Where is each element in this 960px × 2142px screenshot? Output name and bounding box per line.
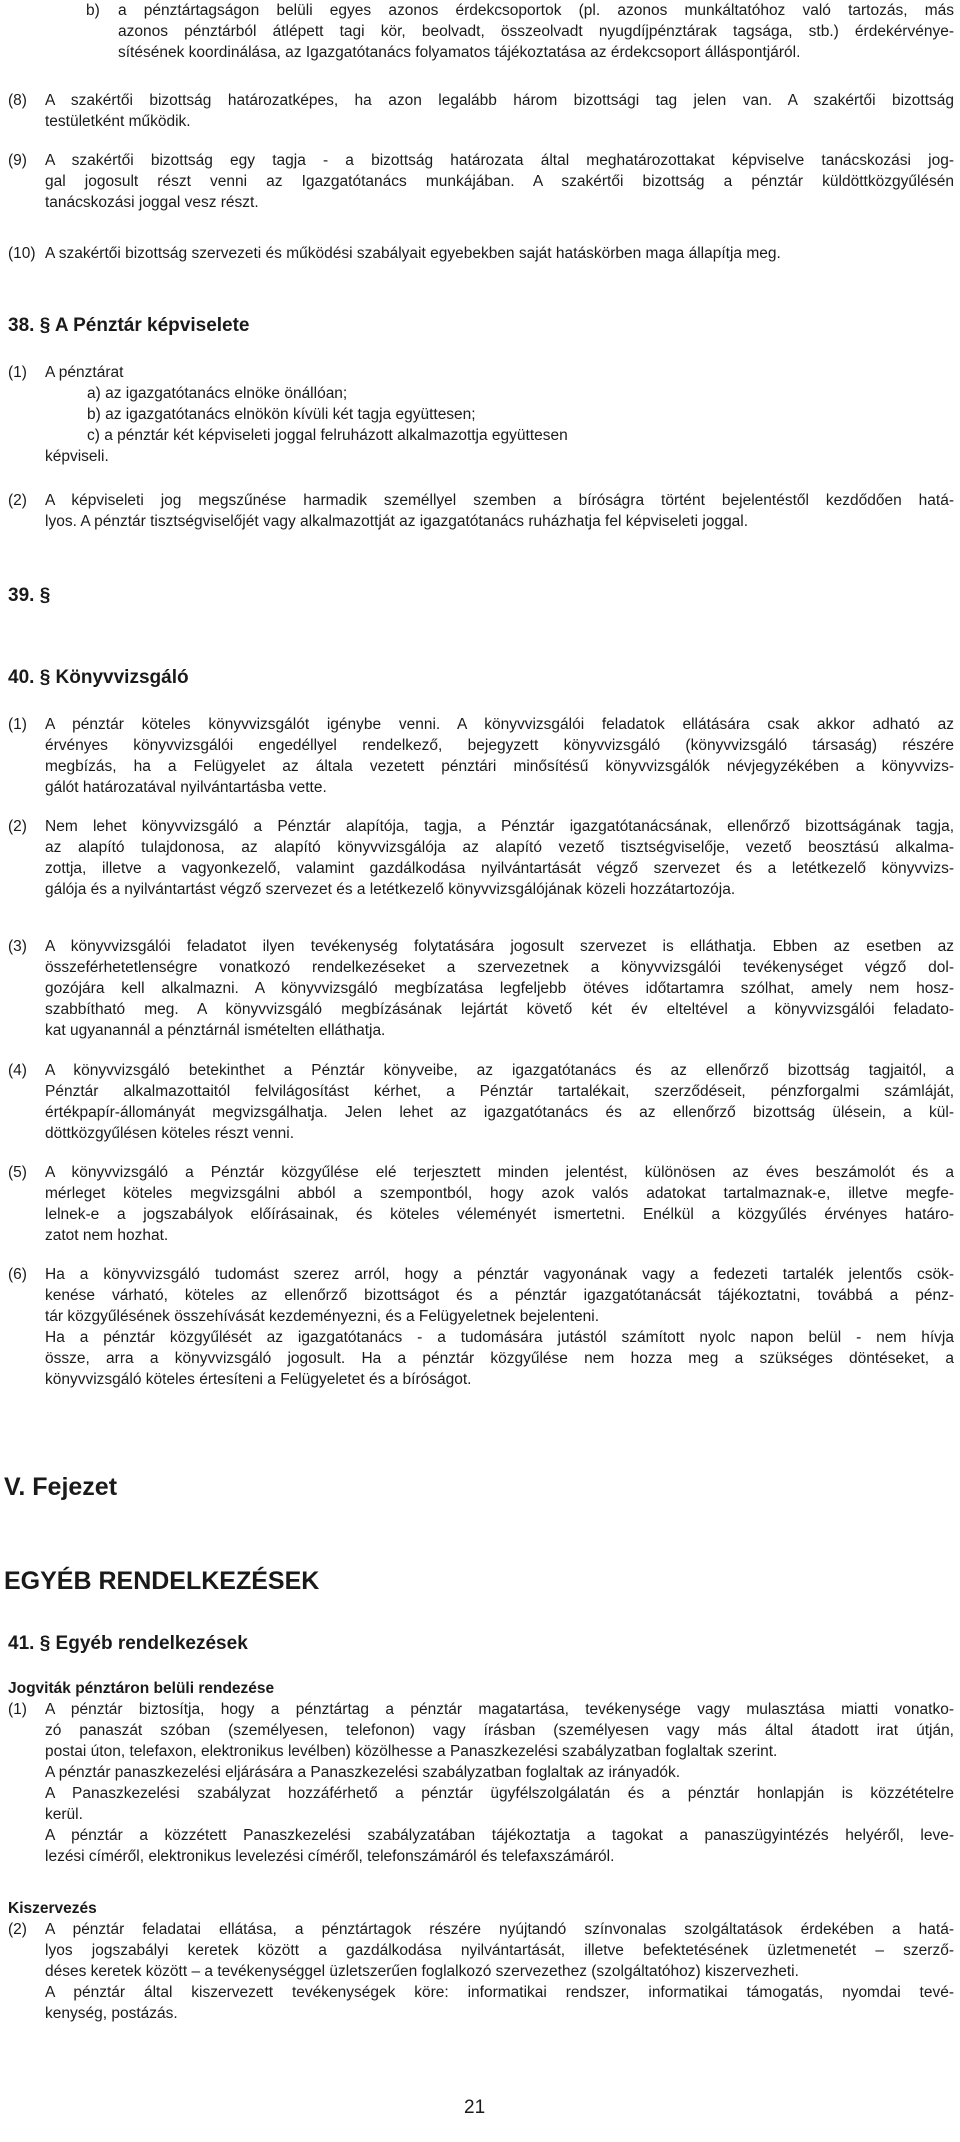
text-line: zottja, illetve a vagyonkezelő, valamint gazdálkodása nyilvántartását végző szervezet és a letétkezelő könyvvizs- <box>45 860 954 877</box>
text-line: döttközgyűlésen köteles részt venni. <box>45 1125 294 1142</box>
section-40-paragraph-1 <box>45 714 954 798</box>
paragraph-9 <box>45 150 954 213</box>
section-38-paragraph-1 <box>45 362 954 467</box>
text-line: A pénztár a közzétett Panaszkezelési szabályzatában tájékoztatja a tagokat a panaszügyintézés helyéről, leve- <box>45 1827 954 1844</box>
text-line: könyvvizsgáló köteles értesíteni a Felügyeletet és a bíróságot. <box>45 1371 472 1388</box>
paragraph-number: (3) <box>8 938 27 955</box>
item-b-text <box>118 0 954 63</box>
paragraph-number: (9) <box>8 152 27 169</box>
text-line: tár közgyűlésének összehívását kezdeményezni, és a Felügyeletnek bejelenteni. <box>45 1308 600 1325</box>
text-line: postai úton, telefaxon, elektronikus levélben) közölhesse a Panaszkezelési szabályzatban foglaltak szerint. <box>45 1743 778 1760</box>
text-line: az alapító tulajdonosa, az alapító könyvvizsgálója az alapító vezető tisztségviselője, vezető beosztású alkalma- <box>45 839 954 856</box>
paragraph-number: (4) <box>8 1062 27 1079</box>
list-item: a) az igazgatótanács elnöke önállóan; <box>87 385 348 402</box>
text-line: testületként működik. <box>45 113 191 130</box>
text-line: A Panaszkezelési szabályzat hozzáférhető a pénztár ügyfélszolgálatán és a pénztár honlapján is közzétételre <box>45 1785 954 1802</box>
text-line: összeférhetetlenségre vonatkozó rendelkezéseket a szervezetnek a könyvvizsgálói tevékenységet végző dol- <box>45 959 954 976</box>
text-line: A pénztár biztosítja, hogy a pénztártag a pénztár magatartása, tevékenysége vagy mulasztása miatti vonatko- <box>45 1701 954 1718</box>
paragraph-number: (2) <box>8 492 27 509</box>
text-line: lelnek-e a jogszabályok előírásainak, és köteles véleményét ismertetni. Enélkül a közgyűlés érvényes határo- <box>45 1206 954 1223</box>
text-line: tanácskozási joggal vesz részt. <box>45 194 259 211</box>
paragraph-number: (1) <box>8 716 27 733</box>
chapter-title: V. Fejezet <box>4 1473 118 1501</box>
text-line: értékpapír-állományát megvizsgálhatja. Jelen lehet az igazgatótanács és az ellenőrző bizottság ülésein, a kül- <box>45 1104 954 1121</box>
section-40-paragraph-3 <box>45 936 954 1041</box>
text-line: kenése várható, köteles az ellenőrző bizottságot és a pénztár igazgatótanácsát tájékoztatni, továbbá a pénz- <box>45 1287 954 1304</box>
text-line: A képviseleti jog megszűnése harmadik személlyel szemben a bíróságra történt bejelentéstől kezdődően hatá- <box>45 492 954 509</box>
text-line: lyos jogszabályi keretek között a gazdálkodása nyilvántartását, illetve befektetésének üzletmenetét – szerző- <box>45 1942 954 1959</box>
section-41-paragraph-2 <box>45 1919 954 2024</box>
list-item: b) az igazgatótanács elnökön kívüli két tagja együttesen; <box>87 406 476 423</box>
text-line: A könyvvizsgálói feladatot ilyen tevékenység folytatására jogosult szervezet is elláthatja. Ebben az esetben az <box>45 938 954 955</box>
section-heading-41: 41. § Egyéb rendelkezések <box>8 1633 248 1654</box>
paragraph-number: (5) <box>8 1164 27 1181</box>
subheading-outsourcing: Kiszervezés <box>8 1900 97 1917</box>
text-line: A pénztár feladatai ellátása, a pénztártagok részére nyújtandó színvonalas szolgáltatások érdekében a hatá- <box>45 1921 954 1938</box>
section-heading-39: 39. § <box>8 585 51 606</box>
text-line: Nem lehet könyvvizsgáló a Pénztár alapítója, tagja, a Pénztár igazgatótanácsának, ellenőrző bizottságának tagja, <box>45 818 954 835</box>
page-number: 21 <box>464 2097 486 2118</box>
text-line: megbízás, ha a Felügyelet az általa vezetett pénztári minősítésű könyvvizsgálók névjegyzékében a könyvvizs- <box>45 758 954 775</box>
paragraph-number: (2) <box>8 1921 27 1938</box>
text-line: Ha a könyvvizsgáló tudomást szerez arról, hogy a pénztár vagyonának vagy a fedezeti tartalék jelentős csök- <box>45 1266 954 1283</box>
text-line: Ha a pénztár közgyűlését az igazgatótanács - a tudomására jutástól számított nyolc napon belül - nem hívja <box>45 1329 954 1346</box>
text-line: zatot nem hozhat. <box>45 1227 169 1244</box>
section-heading-38: 38. § A Pénztár képviselete <box>8 315 250 336</box>
paragraph-number: (1) <box>8 1701 27 1718</box>
paragraph-number: (6) <box>8 1266 27 1283</box>
text-line: gozójára kell alkalmazni. A könyvvizsgáló megbízatása legfeljebb ötéves időtartamra szólhat, amely nem hosz- <box>45 980 954 997</box>
text-line: azonos pénztárból átlépett tagi kör, beolvadt, összeolvadt nyugdíjpénztárak tagsága, stb.) érdekérvénye- <box>118 23 954 40</box>
text-line: gálója és a nyilvántartást végző szervezet és a letétkezelő könyvvizsgálójának közeli hozzátartozója. <box>45 881 736 898</box>
text-line: A pénztár panaszkezelési eljárására a Panaszkezelési szabályzatban foglaltak az irányadók. <box>45 1764 681 1781</box>
text-line: A szakértői bizottság határozatképes, ha azon legalább három bizottsági tag jelen van. A szakértői bizottság <box>45 92 954 109</box>
text-line: érvényes könyvvizsgálói engedéllyel rendelkező, bejegyzett könyvvizsgáló (könyvvizsgáló társaság) részére <box>45 737 954 754</box>
text-line: A pénztár által kiszervezett tevékenységek köre: informatikai rendszer, informatikai támogatás, nyomdai tevé- <box>45 1984 954 2001</box>
text-line: kat ugyanannál a pénztárnál ismételten elláthatja. <box>45 1022 386 1039</box>
text-line: képviseli. <box>45 448 109 465</box>
item-marker: b) <box>86 2 100 19</box>
text-line: lezési címéről, elektronikus levelezési címéről, telefonszámáról és telefaxszámáról. <box>45 1848 615 1865</box>
text-line: A könyvvizsgáló betekinthet a Pénztár könyveibe, az igazgatótanács és az ellenőrző bizottság tagjaitól, a <box>45 1062 954 1079</box>
text-line: mérleget köteles megvizsgálni abból a szempontból, hogy azok valós adatokat tartalmaznak-e, illetve megfe- <box>45 1185 954 1202</box>
text-line: A szakértői bizottság egy tagja - a bizottság határozata által meghatározottakat képviselve tanácskozási jog- <box>45 152 954 169</box>
paragraph-number: (1) <box>8 364 27 381</box>
paragraph-number: (10) <box>8 245 36 262</box>
text-line: sítésének koordinálása, az Igazgatótanács folyamatos tájékoztatása az érdekcsoport álláspontjáról. <box>118 44 801 61</box>
section-40-paragraph-2 <box>45 816 954 900</box>
text-line: A pénztár köteles könyvvizsgálót igénybe venni. A könyvvizsgálói feladatok ellátására csak akkor adható az <box>45 716 954 733</box>
chapter-subtitle: EGYÉB RENDELKEZÉSEK <box>4 1567 320 1595</box>
section-heading-40: 40. § Könyvvizsgáló <box>8 667 189 688</box>
text-line: össze, arra a könyvvizsgáló jogosult. Ha a pénztár közgyűlése nem hozza meg a szükséges döntéseket, a <box>45 1350 954 1367</box>
text-line: a pénztártagságon belüli egyes azonos érdekcsoportok (pl. azonos munkáltatóhoz való tartozás, más <box>118 2 954 19</box>
text-line: A könyvvizsgáló a Pénztár közgyűlése elé terjesztett minden jelentést, különösen az éves beszámolót és a <box>45 1164 954 1181</box>
text-line: szabbítható meg. A könyvvizsgáló megbízásának lejártát követő két év elteltével a könyvvizsgálói feladato- <box>45 1001 954 1018</box>
section-40-paragraph-4 <box>45 1060 954 1144</box>
text-line: Pénztár alkalmazottaitól felvilágosítást kérhet, a Pénztár tartalékait, szerződéseit, pénzforgalmi számláját, <box>45 1083 954 1100</box>
text-line: gálót határozatával nyilvántartásba vette. <box>45 779 327 796</box>
text-line: kerül. <box>45 1806 83 1823</box>
section-40-paragraph-6 <box>45 1264 954 1390</box>
list-item: c) a pénztár két képviseleti joggal felruházott alkalmazottja együttesen <box>87 427 568 444</box>
paragraph-number: (8) <box>8 92 27 109</box>
text-line: lyos. A pénztár tisztségviselőjét vagy alkalmazottját az igazgatótanács ruházhatja fel képviseleti joggal. <box>45 513 749 530</box>
text-line: déses keretek között – a tevékenységgel üzletszerűen foglalkozó szervezethez (szolgáltatóhoz) kiszervezheti. <box>45 1963 799 1980</box>
text-line: A pénztárat <box>45 364 124 381</box>
section-41-paragraph-1 <box>45 1699 954 1867</box>
paragraph-8 <box>45 90 954 132</box>
paragraph-number: (2) <box>8 818 27 835</box>
text-line: gal jogosult részt venni az Igazgatótanács munkájában. A szakértői bizottság a pénztár küldöttközgyűlésén <box>45 173 954 190</box>
text-line: kenység, postázás. <box>45 2005 178 2022</box>
subheading-disputes: Jogviták pénztáron belüli rendezése <box>8 1680 275 1697</box>
text-line: A szakértői bizottság szervezeti és működési szabályait egyebekben saját hatáskörben maga állapítja meg. <box>45 245 781 262</box>
section-40-paragraph-5 <box>45 1162 954 1246</box>
paragraph-10 <box>45 243 954 264</box>
section-38-paragraph-2 <box>45 490 954 532</box>
text-line: zó panaszát szóban (személyesen, telefonon) vagy írásban (személyesen vagy más által átadott irat útján, <box>45 1722 954 1739</box>
